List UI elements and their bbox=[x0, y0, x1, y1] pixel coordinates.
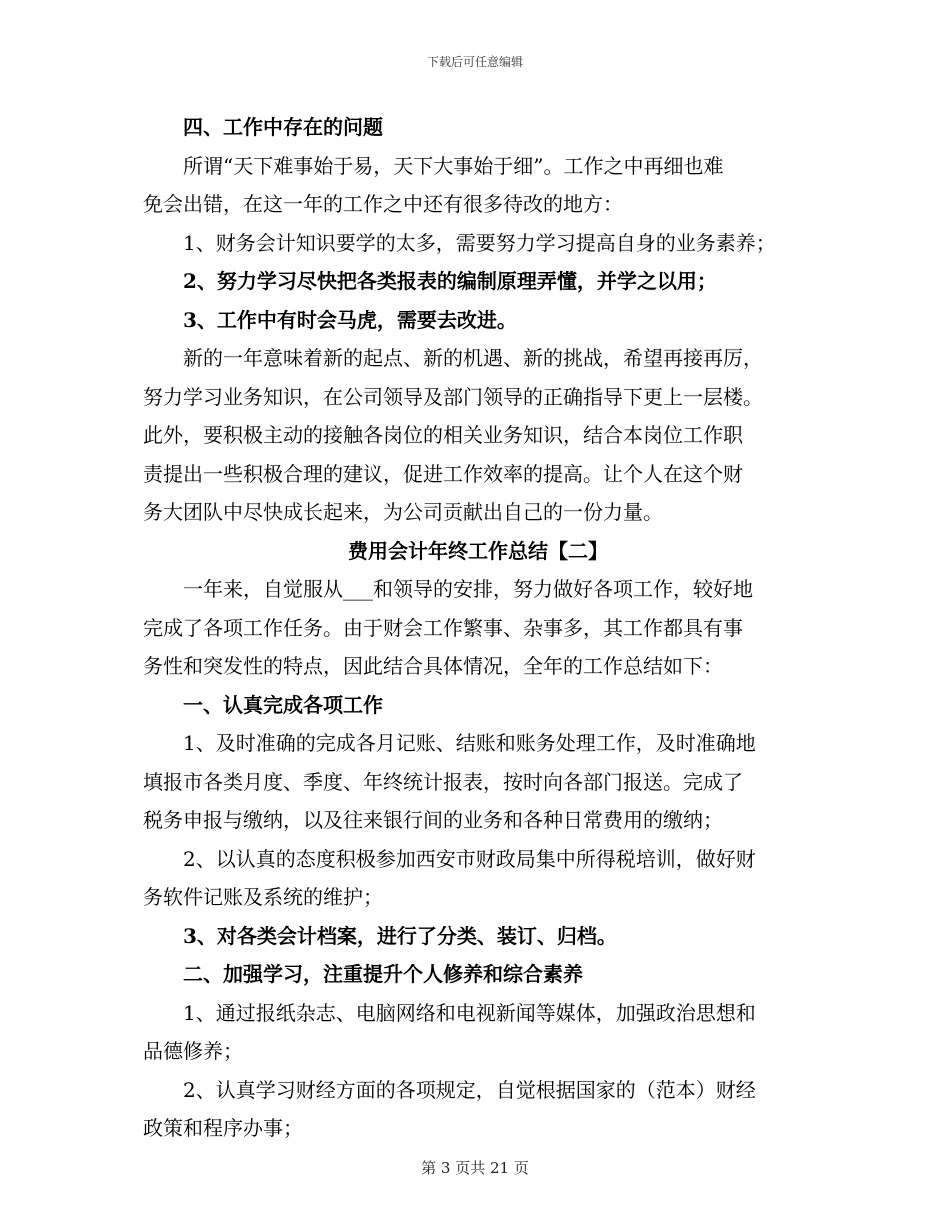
list-item: 1、通过报纸杂志、电脑网络和电视新闻等媒体，加强政治思想和 bbox=[183, 1000, 756, 1025]
paragraph-line: 务性和突发性的特点，因此结合具体情况，全年的工作总结如下： bbox=[143, 654, 723, 678]
paragraph-line: 务大团队中尽快成长起来，为公司贡献出自己的一份力量。 bbox=[143, 500, 663, 524]
list-item: 2、以认真的态度积极参加西安市财政局集中所得税培训，做好财 bbox=[183, 846, 756, 871]
list-item: 2、努力学习尽快把各类报表的编制原理弄懂，并学之以用； bbox=[183, 269, 717, 293]
list-item: 3、工作中有时会马虎，需要去改进。 bbox=[183, 307, 517, 332]
page-footer: 第 3 页共 21 页 bbox=[421, 1159, 529, 1177]
paragraph-line: 完成了各项工作任务。由于财会工作繁事、杂事多，其工作都具有事 bbox=[143, 615, 743, 640]
list-item: 1、及时准确的完成各月记账、结账和账务处理工作，及时准确地 bbox=[183, 731, 756, 755]
paragraph-line: 努力学习业务知识，在公司领导及部门领导的正确指导下更上一层楼。 bbox=[143, 384, 763, 409]
list-item: 3、对各类会计档案，进行了分类、装订、归档。 bbox=[183, 923, 617, 948]
heading-problems: 四、工作中存在的问题 bbox=[183, 115, 383, 139]
paragraph-line: 政策和程序办事； bbox=[143, 1116, 303, 1140]
paragraph-line: 此外，要积极主动的接触各岗位的相关业务知识，结合本岗位工作职 bbox=[143, 423, 743, 447]
paragraph-line: 责提出一些积极合理的建议，促进工作效率的提高。让个人在这个财 bbox=[143, 461, 743, 486]
list-item: 2、认真学习财经方面的各项规定，自觉根据国家的（范本）财经 bbox=[183, 1077, 756, 1102]
paragraph-line: 务软件记账及系统的维护； bbox=[143, 885, 383, 909]
paragraph-line: 填报市各类月度、季度、年终统计报表，按时向各部门报送。完成了 bbox=[143, 769, 743, 794]
paragraph-line: 品德修养； bbox=[143, 1039, 243, 1063]
paragraph-line: 所谓“天下难事始于易，天下大事始于细”。工作之中再细也难 bbox=[183, 153, 724, 178]
list-item: 1、财务会计知识要学的太多，需要努力学习提高自身的业务素养； bbox=[183, 230, 776, 255]
page-header: 下载后可任意编辑 bbox=[426, 55, 523, 69]
heading-study: 二、加强学习，注重提升个人修养和综合素养 bbox=[183, 962, 583, 986]
section-title: 费用会计年终工作总结【二】 bbox=[348, 538, 608, 563]
paragraph-line: 一年来，自觉服从___和领导的安排，努力做好各项工作，较好地 bbox=[183, 577, 753, 601]
paragraph-line: 税务申报与缴纳，以及往来银行间的业务和各种日常费用的缴纳； bbox=[143, 808, 723, 832]
heading-complete-work: 一、认真完成各项工作 bbox=[183, 692, 383, 717]
paragraph-line: 新的一年意味着新的起点、新的机遇、新的挑战，希望再接再厉， bbox=[183, 346, 763, 370]
document-body bbox=[143, 108, 813, 1148]
paragraph-line: 免会出错，在这一年的工作之中还有很多待改的地方： bbox=[143, 192, 623, 216]
